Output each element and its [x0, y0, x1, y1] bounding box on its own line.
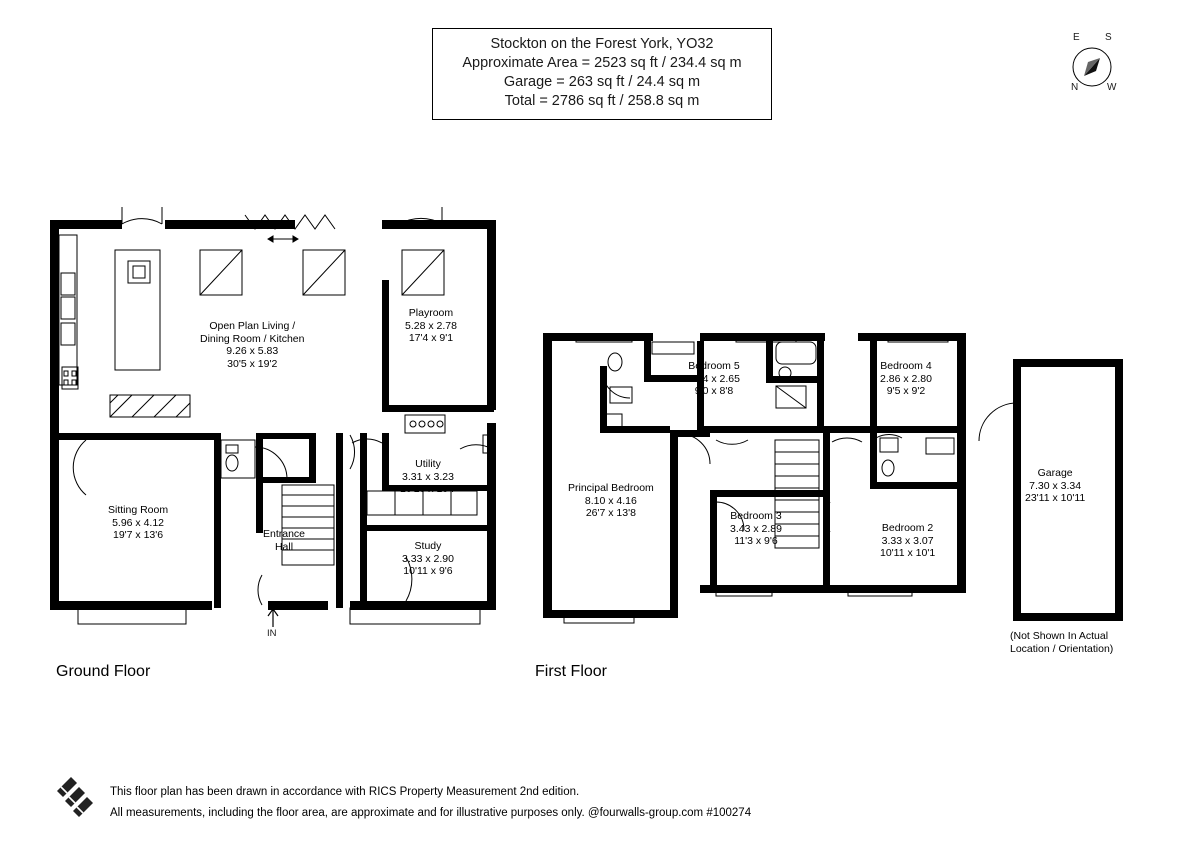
room-label-bedroom-2: Bedroom 2 3.33 x 3.07 10'11 x 10'1 [880, 522, 936, 559]
first-floor-title: First Floor [535, 663, 607, 680]
compass-label-e: E [1073, 32, 1080, 43]
approximate-area: Approximate Area = 2523 sq ft / 234.4 sq m [462, 55, 742, 71]
entrance-arrow [268, 609, 278, 627]
room-label-entrance-hall: Entrance Hall [263, 528, 306, 553]
room-label-garage: Garage 7.30 x 3.34 23'11 x 10'11 [1025, 467, 1086, 504]
room-label-utility: Utility 3.31 x 3.23 10'10 x 10'7 [400, 458, 456, 495]
plan-title-box [432, 28, 772, 120]
footer-line-1: This floor plan has been drawn in accordance with RICS Property Measurement 2nd edition. [110, 786, 580, 798]
compass-label-s: S [1105, 32, 1112, 43]
compass-label-w: W [1107, 82, 1117, 93]
room-label-bedroom-4: Bedroom 4 2.86 x 2.80 9'5 x 9'2 [880, 360, 932, 397]
garage-area: Garage = 263 sq ft / 24.4 sq m [503, 74, 701, 90]
fourwalls-logo [55, 775, 99, 819]
room-label-principal-bedroom: Principal Bedroom 8.10 x 4.16 26'7 x 13'8 [568, 482, 654, 519]
room-label-study: Study 3.33 x 2.90 10'11 x 9'6 [402, 540, 454, 577]
compass-rose [1063, 32, 1121, 96]
first-floor-plan [540, 330, 980, 630]
garage-location-note: (Not Shown In Actual Location / Orientation) [1010, 630, 1114, 655]
plan-address: Stockton on the Forest York, YO32 [490, 36, 714, 52]
total-area: Total = 2786 sq ft / 258.8 sq m [504, 93, 700, 109]
room-label-bedroom-5: Bedroom 5 2.74 x 2.65 9'0 x 8'8 [688, 360, 740, 397]
compass-label-n: N [1071, 82, 1079, 93]
ground-floor-title: Ground Floor [56, 663, 151, 680]
room-label-playroom: Playroom 5.28 x 2.78 17'4 x 9'1 [405, 307, 457, 344]
room-label-bedroom-3: Bedroom 3 3.43 x 2.89 11'3 x 9'6 [730, 510, 782, 547]
footer-disclaimer [110, 782, 870, 824]
footer-line-2: All measurements, including the floor area, are approximate and for illustrative purposes only. @fourwalls-group.com #100274 [110, 807, 752, 819]
ground-floor-plan [50, 195, 510, 639]
garage-plan [985, 355, 1150, 625]
entrance-in-label: IN [267, 628, 277, 639]
room-label-open-plan: Open Plan Living / Dining Room / Kitchen 9.26 x 5.83 30'5 x 19'2 [200, 320, 305, 370]
room-label-sitting-room: Sitting Room 5.96 x 4.12 19'7 x 13'6 [108, 504, 169, 541]
